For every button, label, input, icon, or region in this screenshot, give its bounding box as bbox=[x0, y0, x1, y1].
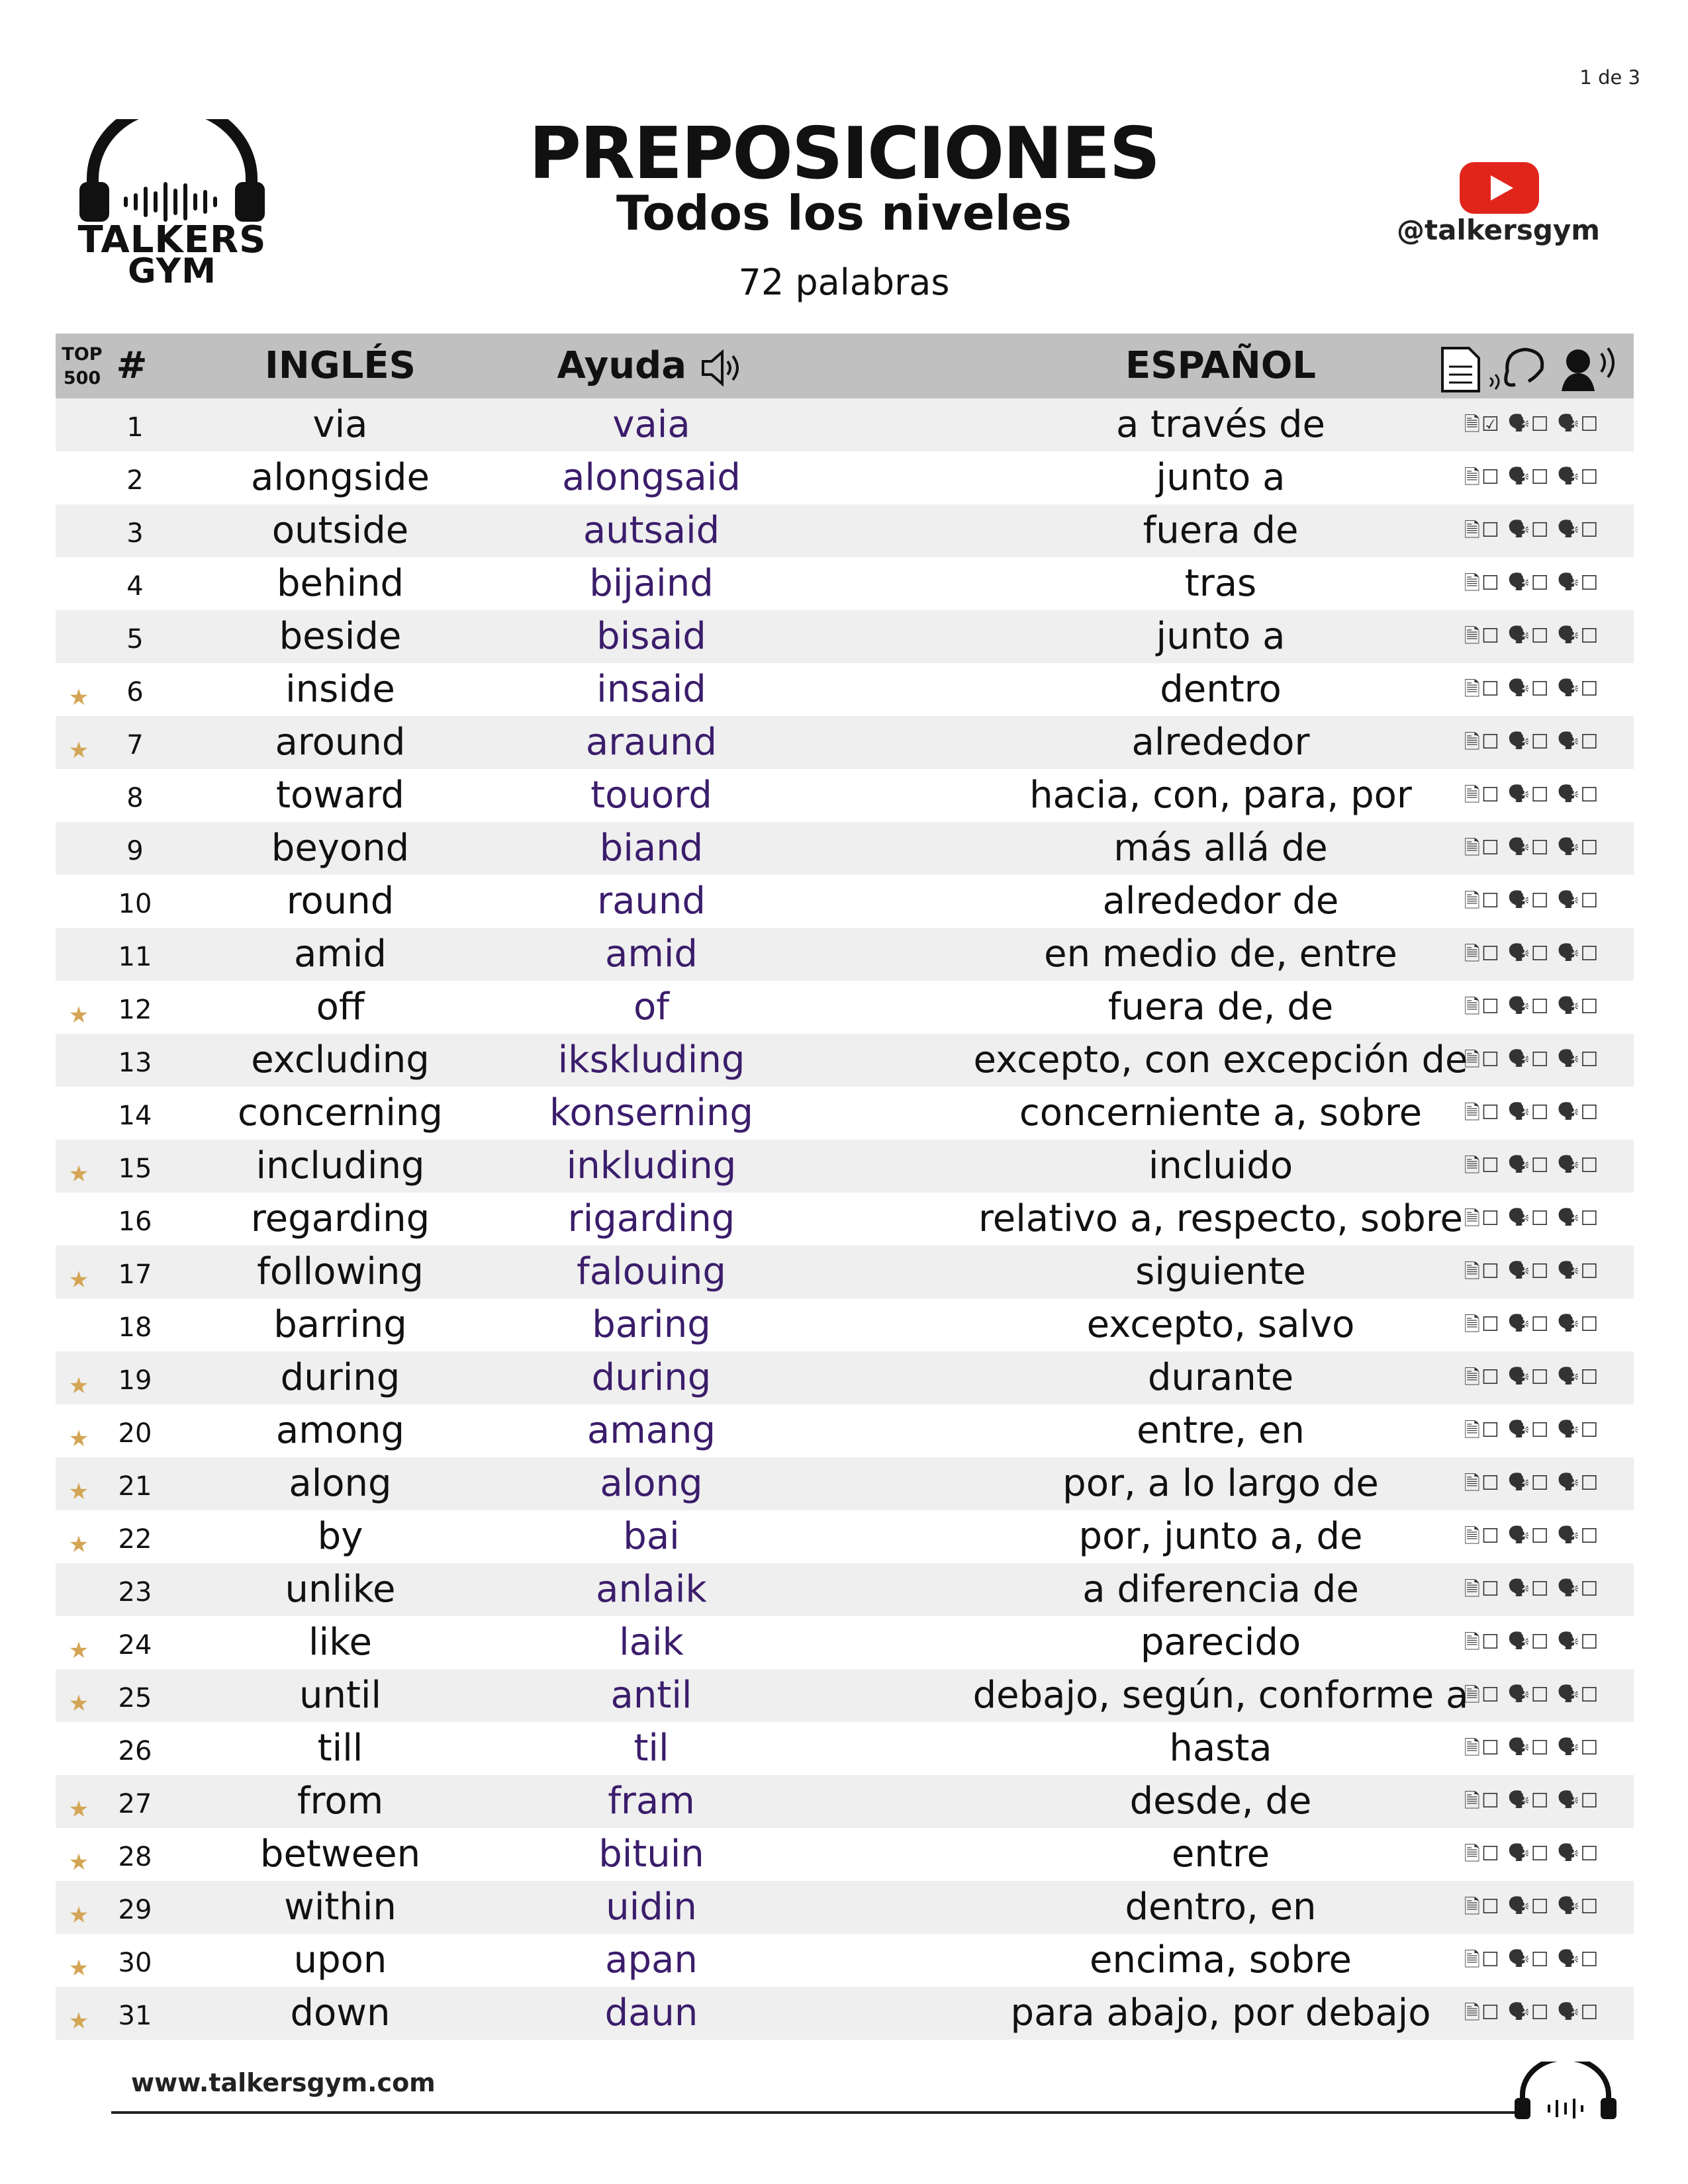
table-header bbox=[56, 334, 1634, 398]
table-row bbox=[56, 1246, 1634, 1298]
practice-checkboxes[interactable]: 🗎☐ 🗣☐ 🗣☐ bbox=[1464, 1366, 1600, 1389]
row-number: 24 bbox=[118, 1630, 152, 1661]
english-word: toward bbox=[276, 774, 404, 817]
row-number: 2 bbox=[126, 465, 144, 496]
practice-checkboxes[interactable]: 🗎☐ 🗣☐ 🗣☐ bbox=[1464, 942, 1600, 966]
table-row bbox=[56, 1510, 1634, 1563]
english-word: following bbox=[257, 1250, 424, 1293]
star-icon: ★ bbox=[68, 1637, 89, 1664]
logo-text-talkers: TALKERS bbox=[77, 218, 267, 261]
english-word: outside bbox=[271, 509, 409, 552]
spanish-translation: por, junto a, de bbox=[1078, 1515, 1363, 1558]
row-number: 3 bbox=[126, 518, 144, 549]
row-number: 31 bbox=[118, 2001, 152, 2031]
table-row bbox=[56, 875, 1634, 928]
table-row bbox=[56, 1457, 1634, 1510]
row-number: 21 bbox=[118, 1471, 152, 1502]
table-row bbox=[56, 1351, 1634, 1404]
practice-checkboxes[interactable]: 🗎☐ 🗣☐ 🗣☐ bbox=[1464, 1948, 1600, 1972]
spanish-translation: tras bbox=[1184, 562, 1257, 605]
pronunciation-help: biand bbox=[599, 827, 704, 870]
logo-text-gym: GYM bbox=[128, 251, 216, 291]
practice-checkboxes[interactable]: 🗎☐ 🗣☐ 🗣☐ bbox=[1464, 466, 1600, 489]
table-row bbox=[56, 1616, 1634, 1669]
table-row bbox=[56, 610, 1634, 663]
header-help-label: Ayuda bbox=[557, 344, 687, 387]
spanish-translation: para abajo, por debajo bbox=[1010, 1991, 1431, 2034]
pronunciation-help: amang bbox=[586, 1409, 716, 1452]
star-icon: ★ bbox=[68, 1002, 89, 1028]
practice-checkboxes[interactable]: 🗎☐ 🗣☐ 🗣☐ bbox=[1464, 1631, 1600, 1654]
practice-checkboxes[interactable]: 🗎☐ 🗣☐ 🗣☐ bbox=[1464, 837, 1600, 860]
pronunciation-help: vaia bbox=[612, 403, 690, 446]
table-row bbox=[56, 1775, 1634, 1828]
star-icon: ★ bbox=[68, 684, 89, 711]
pronunciation-help: laik bbox=[619, 1621, 684, 1664]
spanish-translation: relativo a, respecto, sobre bbox=[978, 1197, 1464, 1240]
pronunciation-help: bisaid bbox=[596, 615, 706, 658]
english-word: behind bbox=[276, 562, 404, 605]
star-icon: ★ bbox=[68, 1531, 89, 1558]
star-icon: ★ bbox=[68, 1690, 89, 1717]
row-number: 1 bbox=[126, 412, 144, 443]
spanish-translation: alrededor bbox=[1131, 721, 1310, 764]
practice-checkboxes[interactable]: 🗎☐ 🗣☐ 🗣☐ bbox=[1464, 1684, 1600, 1707]
pronunciation-help: alongsaid bbox=[562, 456, 741, 499]
row-number: 16 bbox=[118, 1206, 152, 1237]
table-row bbox=[56, 1934, 1634, 1987]
practice-checkboxes[interactable]: 🗎☐ 🗣☐ 🗣☐ bbox=[1464, 1419, 1600, 1442]
pronunciation-help: til bbox=[633, 1727, 669, 1770]
practice-checkboxes[interactable]: 🗎☐ 🗣☐ 🗣☐ bbox=[1464, 731, 1600, 754]
pronunciation-help: apan bbox=[605, 1938, 698, 1981]
row-number: 25 bbox=[118, 1683, 152, 1713]
pronunciation-help: ikskluding bbox=[557, 1038, 745, 1081]
table-row bbox=[56, 1193, 1634, 1246]
english-word: concerning bbox=[238, 1091, 443, 1134]
pronunciation-help: amid bbox=[605, 933, 698, 976]
pronunciation-help: baring bbox=[592, 1303, 711, 1346]
word-count: 72 palabras bbox=[738, 261, 950, 303]
spanish-translation: entre, en bbox=[1137, 1409, 1305, 1452]
row-number: 27 bbox=[118, 1789, 152, 1819]
pronunciation-help: konserning bbox=[549, 1091, 753, 1134]
english-word: round bbox=[286, 880, 395, 923]
row-number: 13 bbox=[118, 1048, 152, 1078]
english-word: along bbox=[289, 1462, 392, 1505]
pronunciation-help: during bbox=[591, 1356, 712, 1399]
ear-icon bbox=[1490, 349, 1542, 389]
spanish-translation: dentro, en bbox=[1125, 1886, 1317, 1929]
footer-headphones-icon bbox=[1509, 2062, 1622, 2121]
spanish-translation: por, a lo largo de bbox=[1062, 1462, 1379, 1505]
table-row bbox=[56, 1563, 1634, 1616]
spanish-translation: siguiente bbox=[1135, 1250, 1306, 1293]
row-number: 7 bbox=[126, 730, 144, 760]
youtube-badge[interactable] bbox=[1397, 156, 1601, 255]
spanish-translation: en medio de, entre bbox=[1044, 933, 1397, 976]
english-word: around bbox=[275, 721, 406, 764]
header-spanish: ESPAÑOL bbox=[1125, 344, 1316, 387]
pronunciation-help: touord bbox=[590, 774, 712, 817]
table-row bbox=[56, 1404, 1634, 1457]
english-word: beyond bbox=[271, 827, 410, 870]
row-number: 6 bbox=[126, 677, 144, 707]
english-word: within bbox=[284, 1886, 397, 1929]
vocabulary-table bbox=[56, 334, 1634, 2040]
pronunciation-help: anlaik bbox=[596, 1568, 707, 1611]
pronunciation-help: rigarding bbox=[567, 1197, 735, 1240]
practice-checkboxes[interactable]: 🗎☐ 🗣☐ 🗣☐ bbox=[1464, 995, 1600, 1019]
spanish-translation: alrededor de bbox=[1102, 880, 1339, 923]
header-english: INGLÉS bbox=[265, 344, 416, 387]
table-row bbox=[56, 557, 1634, 610]
speaking-head-icon bbox=[1562, 348, 1613, 391]
row-number: 26 bbox=[118, 1736, 152, 1766]
practice-checkboxes[interactable]: 🗎☐ 🗣☐ 🗣☐ bbox=[1464, 1578, 1600, 1601]
table-row bbox=[56, 1140, 1634, 1193]
table-row bbox=[56, 1034, 1634, 1087]
spanish-translation: excepto, con excepción de bbox=[973, 1038, 1468, 1081]
english-word: from bbox=[297, 1780, 384, 1823]
practice-checkboxes[interactable]: 🗎☐ 🗣☐ 🗣☐ bbox=[1464, 2001, 1600, 2025]
pronunciation-help: autsaid bbox=[583, 509, 720, 552]
star-icon: ★ bbox=[68, 737, 89, 764]
spanish-translation: incluido bbox=[1148, 1144, 1293, 1187]
star-icon: ★ bbox=[68, 1796, 89, 1823]
pronunciation-help: raund bbox=[597, 880, 706, 923]
table-row bbox=[56, 981, 1634, 1034]
footer-url[interactable]: www.talkersgym.com bbox=[131, 2068, 436, 2097]
row-number: 11 bbox=[118, 942, 152, 972]
star-icon: ★ bbox=[68, 2008, 89, 2034]
row-number: 14 bbox=[118, 1101, 152, 1131]
spanish-translation: excepto, salvo bbox=[1086, 1303, 1355, 1346]
row-number: 12 bbox=[118, 995, 152, 1025]
spanish-translation: hasta bbox=[1169, 1727, 1272, 1770]
english-word: alongside bbox=[251, 456, 430, 499]
header-help bbox=[440, 334, 863, 398]
practice-checkboxes[interactable]: 🗎☐ 🗣☐ 🗣☐ bbox=[1464, 1895, 1600, 1919]
star-icon: ★ bbox=[68, 1426, 89, 1452]
spanish-translation: hacia, con, para, por bbox=[1029, 774, 1412, 817]
table-row bbox=[56, 1087, 1634, 1140]
table-row bbox=[56, 822, 1634, 875]
pronunciation-help: uidin bbox=[606, 1886, 697, 1929]
row-number: 22 bbox=[118, 1524, 152, 1555]
star-icon: ★ bbox=[68, 1902, 89, 1929]
spanish-translation: concerniente a, sobre bbox=[1019, 1091, 1423, 1134]
practice-checkboxes[interactable]: 🗎☐ 🗣☐ 🗣☐ bbox=[1464, 1260, 1600, 1283]
row-number: 23 bbox=[118, 1577, 152, 1608]
english-word: until bbox=[299, 1674, 382, 1717]
youtube-handle[interactable]: @talkersgym bbox=[1397, 214, 1601, 246]
english-word: excluding bbox=[251, 1038, 430, 1081]
practice-checkboxes[interactable]: 🗎☐ 🗣☐ 🗣☐ bbox=[1464, 784, 1600, 807]
row-number: 10 bbox=[118, 889, 152, 919]
table-row bbox=[56, 451, 1634, 504]
pronunciation-help: along bbox=[600, 1462, 703, 1505]
spanish-translation: junto a bbox=[1156, 615, 1286, 658]
row-number: 19 bbox=[118, 1365, 152, 1396]
row-number: 4 bbox=[126, 571, 144, 602]
english-word: among bbox=[275, 1409, 405, 1452]
youtube-play-icon[interactable] bbox=[1460, 162, 1539, 214]
pronunciation-help: bai bbox=[623, 1515, 680, 1558]
row-number: 28 bbox=[118, 1842, 152, 1872]
english-word: between bbox=[259, 1833, 421, 1876]
table-row bbox=[56, 1722, 1634, 1775]
english-word: upon bbox=[293, 1938, 387, 1981]
row-number: 18 bbox=[118, 1312, 152, 1343]
english-word: via bbox=[312, 403, 368, 446]
spanish-translation: junto a bbox=[1156, 456, 1286, 499]
spanish-translation: dentro bbox=[1160, 668, 1282, 711]
row-number: 5 bbox=[126, 624, 144, 655]
star-icon: ★ bbox=[68, 1849, 89, 1876]
table-row bbox=[56, 398, 1634, 451]
practice-checkboxes[interactable]: 🗎☐ 🗣☐ 🗣☐ bbox=[1464, 1048, 1600, 1071]
english-word: like bbox=[308, 1621, 372, 1664]
row-number: 8 bbox=[126, 783, 144, 813]
pronunciation-help: insaid bbox=[596, 668, 706, 711]
row-number: 17 bbox=[118, 1259, 152, 1290]
practice-checkboxes[interactable]: 🗎☐ 🗣☐ 🗣☐ bbox=[1464, 889, 1600, 913]
star-icon: ★ bbox=[68, 1161, 89, 1187]
practice-checkboxes[interactable]: 🗎☐ 🗣☐ 🗣☐ bbox=[1464, 1737, 1600, 1760]
document-icon bbox=[1442, 348, 1479, 391]
pronunciation-help: inkluding bbox=[566, 1144, 737, 1187]
pronunciation-help: bituin bbox=[598, 1833, 704, 1876]
row-number: 9 bbox=[126, 836, 144, 866]
english-word: by bbox=[317, 1515, 363, 1558]
star-icon: ★ bbox=[68, 1373, 89, 1399]
spanish-translation: entre bbox=[1171, 1833, 1270, 1876]
practice-checkboxes[interactable]: 🗎☐ 🗣☐ 🗣☐ bbox=[1464, 1154, 1600, 1177]
spanish-translation: desde, de bbox=[1129, 1780, 1312, 1823]
english-word: off bbox=[316, 985, 365, 1028]
practice-checkboxes[interactable]: 🗎☐ 🗣☐ 🗣☐ bbox=[1464, 1790, 1600, 1813]
practice-checkboxes[interactable]: 🗎☐ 🗣☐ 🗣☐ bbox=[1464, 1472, 1600, 1495]
practice-checkboxes[interactable]: 🗎☐ 🗣☐ 🗣☐ bbox=[1464, 1207, 1600, 1230]
speaker-icon[interactable] bbox=[700, 348, 746, 388]
pronunciation-help: fram bbox=[608, 1780, 695, 1823]
table-row bbox=[56, 928, 1634, 981]
english-word: regarding bbox=[250, 1197, 430, 1240]
table-row bbox=[56, 716, 1634, 769]
spanish-translation: parecido bbox=[1140, 1621, 1301, 1664]
english-word: down bbox=[290, 1991, 391, 2034]
english-word: including bbox=[256, 1144, 425, 1187]
footer-divider bbox=[111, 2111, 1528, 2114]
spanish-translation: durante bbox=[1147, 1356, 1294, 1399]
pronunciation-help: bijaind bbox=[589, 562, 714, 605]
english-word: inside bbox=[285, 668, 395, 711]
table-row bbox=[56, 769, 1634, 822]
spanish-translation: más allá de bbox=[1113, 827, 1328, 870]
practice-checkboxes[interactable]: 🗎☐ 🗣☐ 🗣☐ bbox=[1464, 572, 1600, 595]
pronunciation-help: of bbox=[633, 985, 669, 1028]
row-number: 29 bbox=[118, 1895, 152, 1925]
page-title: PREPOSICIONES bbox=[528, 113, 1160, 195]
english-word: barring bbox=[273, 1303, 407, 1346]
header-number: # bbox=[116, 344, 148, 387]
practice-checkboxes[interactable]: 🗎☐ 🗣☐ 🗣☐ bbox=[1464, 1313, 1600, 1336]
spanish-translation: debajo, según, conforme a bbox=[972, 1674, 1469, 1717]
table-row bbox=[56, 1298, 1634, 1351]
practice-checkboxes[interactable]: 🗎☐ 🗣☐ 🗣☐ bbox=[1464, 1101, 1600, 1124]
practice-checkboxes[interactable]: 🗎☐ 🗣☐ 🗣☐ bbox=[1464, 519, 1600, 542]
pronunciation-help: antil bbox=[610, 1674, 692, 1717]
pronunciation-help: araund bbox=[585, 721, 718, 764]
english-word: beside bbox=[279, 615, 402, 658]
english-word: during bbox=[280, 1356, 400, 1399]
table-row bbox=[56, 1987, 1634, 2040]
star-icon: ★ bbox=[68, 1955, 89, 1981]
spanish-translation: a través de bbox=[1116, 403, 1325, 446]
table-body bbox=[56, 398, 1634, 2040]
star-icon: ★ bbox=[68, 1267, 89, 1293]
table-row bbox=[56, 1669, 1634, 1722]
practice-checkboxes[interactable]: 🗎☑ 🗣☐ 🗣☐ bbox=[1464, 413, 1600, 436]
table-row bbox=[56, 1828, 1634, 1881]
pronunciation-help: falouing bbox=[577, 1250, 726, 1293]
pronunciation-help: daun bbox=[604, 1991, 698, 2034]
row-number: 15 bbox=[118, 1154, 152, 1184]
page-subtitle: Todos los niveles bbox=[616, 185, 1072, 241]
row-number: 20 bbox=[118, 1418, 152, 1449]
english-word: unlike bbox=[285, 1568, 396, 1611]
practice-checkboxes[interactable]: 🗎☐ 🗣☐ 🗣☐ bbox=[1464, 1843, 1600, 1866]
table-row bbox=[56, 504, 1634, 557]
row-number: 30 bbox=[118, 1948, 152, 1978]
table-row bbox=[56, 663, 1634, 716]
spanish-translation: fuera de bbox=[1143, 509, 1299, 552]
table-row bbox=[56, 1881, 1634, 1934]
practice-checkboxes[interactable]: 🗎☐ 🗣☐ 🗣☐ bbox=[1464, 678, 1600, 701]
spanish-translation: fuera de, de bbox=[1107, 985, 1334, 1028]
english-word: amid bbox=[294, 933, 387, 976]
spanish-translation: a diferencia de bbox=[1082, 1568, 1359, 1611]
practice-checkboxes[interactable]: 🗎☐ 🗣☐ 🗣☐ bbox=[1464, 1525, 1600, 1548]
header-practice-icons bbox=[1432, 334, 1631, 398]
english-word: till bbox=[317, 1727, 363, 1770]
spanish-translation: encima, sobre bbox=[1090, 1938, 1352, 1981]
page-number: 1 de 3 bbox=[1579, 66, 1640, 89]
star-icon: ★ bbox=[68, 1479, 89, 1505]
header-top500: TOP 500 bbox=[62, 344, 103, 388]
practice-checkboxes[interactable]: 🗎☐ 🗣☐ 🗣☐ bbox=[1464, 625, 1600, 648]
